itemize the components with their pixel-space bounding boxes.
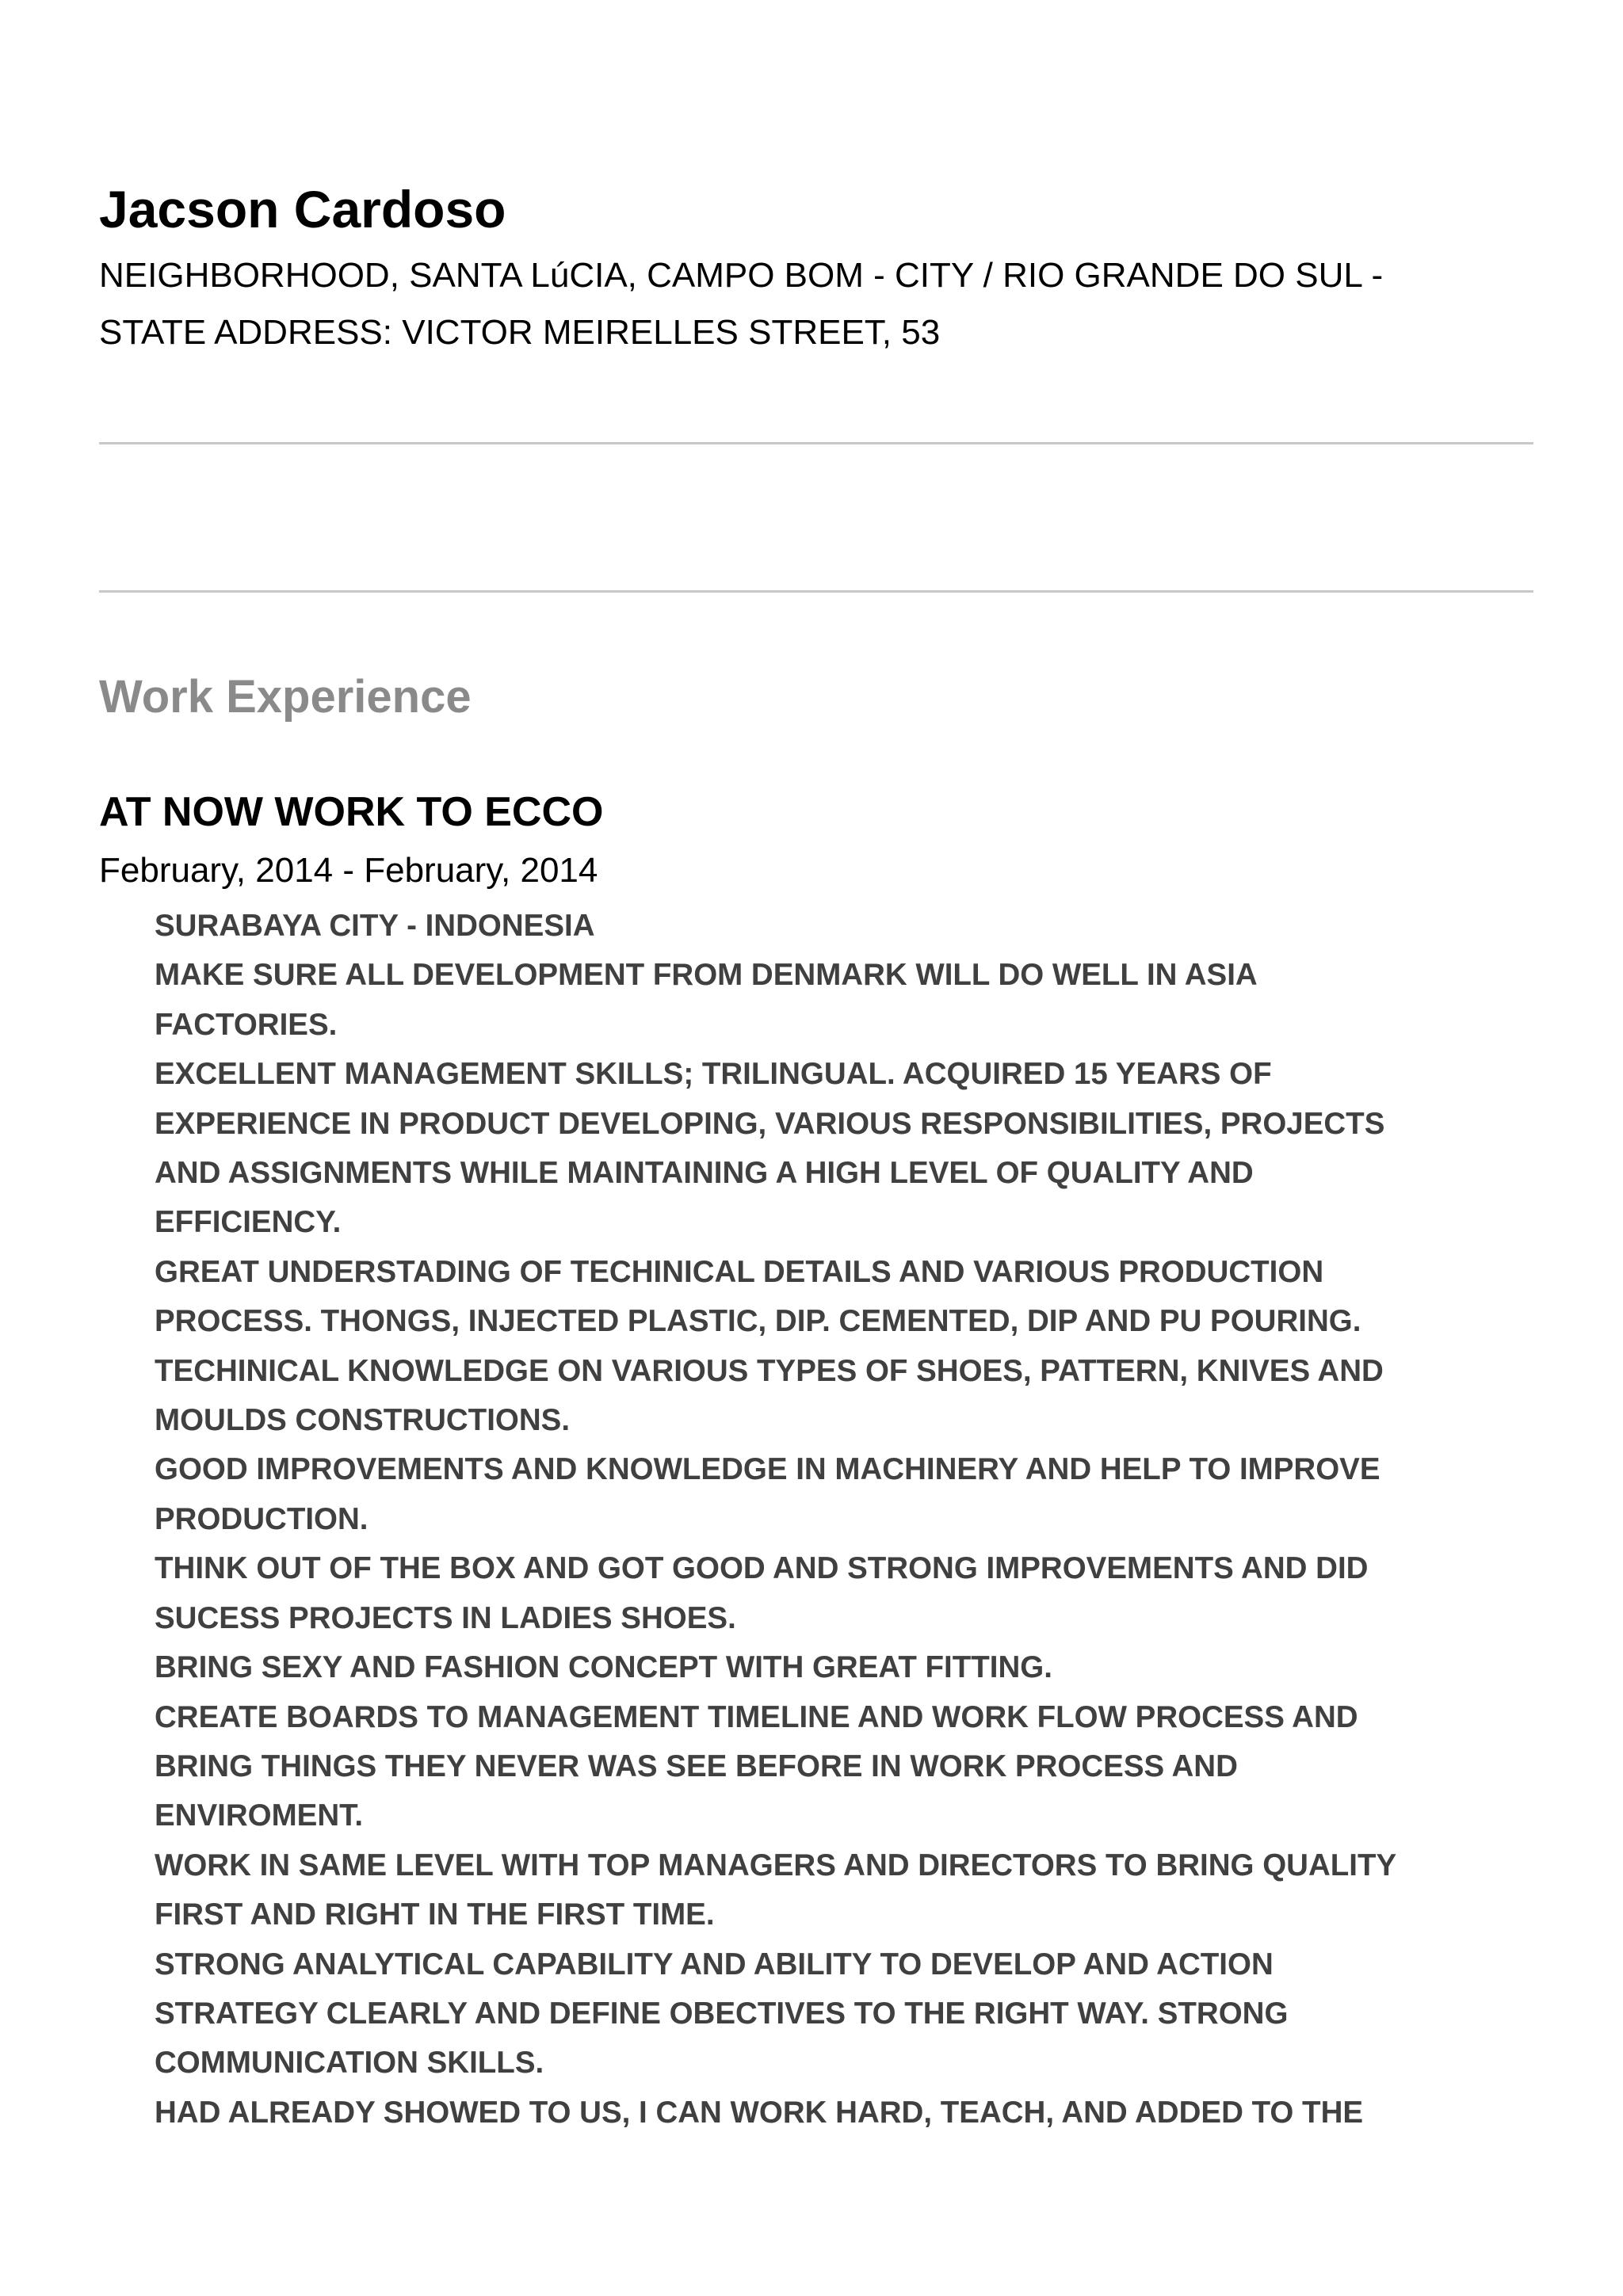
job-description-line: COMMUNICATION SKILLS. [155, 2046, 544, 2081]
job-description-line: GOOD IMPROVEMENTS AND KNOWLEDGE IN MACHINERY AND HELP TO IMPROVE [155, 1452, 1381, 1487]
job-description-line: AND ASSIGNMENTS WHILE MAINTAINING A HIGH LEVEL OF QUALITY AND [155, 1156, 1254, 1191]
job-description-line: EXPERIENCE IN PRODUCT DEVELOPING, VARIOUS RESPONSIBILITIES, PROJECTS [155, 1106, 1385, 1141]
job-description-line: WORK IN SAME LEVEL WITH TOP MANAGERS AND DIRECTORS TO BRING QUALITY [155, 1848, 1397, 1882]
divider [99, 442, 1533, 444]
job-description-line: TECHINICAL KNOWLEDGE ON VARIOUS TYPES OF SHOES, PATTERN, KNIVES AND [155, 1353, 1384, 1388]
job-description-line: BRING THINGS THEY NEVER WAS SEE BEFORE IN WORK PROCESS AND [155, 1749, 1238, 1783]
job-description-line: BRING SEXY AND FASHION CONCEPT WITH GREAT FITTING. [155, 1650, 1052, 1685]
job-description-line: FIRST AND RIGHT IN THE FIRST TIME. [155, 1897, 715, 1932]
job-description-line: MAKE SURE ALL DEVELOPMENT FROM DENMARK WILL DO WELL IN ASIA [155, 958, 1258, 993]
job-description-line: CREATE BOARDS TO MANAGEMENT TIMELINE AND WORK FLOW PROCESS AND [155, 1699, 1358, 1734]
job-description-line: PRODUCTION. [155, 1501, 369, 1536]
address-block [99, 247, 1526, 361]
job-description-line: SUCESS PROJECTS IN LADIES SHOES. [155, 1600, 736, 1635]
job-description-line: EFFICIENCY. [155, 1205, 342, 1240]
section-title-work-experience: Work Experience [99, 671, 472, 723]
job-description-line: HAD ALREADY SHOWED TO US, I CAN WORK HARD, TEACH, AND ADDED TO THE [155, 2095, 1364, 2130]
job-title: AT NOW WORK TO ECCO [99, 789, 604, 835]
divider [99, 590, 1533, 593]
job-description-line: MOULDS CONSTRUCTIONS. [155, 1403, 571, 1438]
address-line: STATE ADDRESS: VICTOR MEIRELLES STREET, 53 [99, 313, 941, 352]
job-description-line: EXCELLENT MANAGEMENT SKILLS; TRILINGUAL. ACQUIRED 15 YEARS OF [155, 1057, 1272, 1092]
job-description-line: SURABAYA CITY - INDONESIA [155, 909, 595, 943]
job-description-line: STRONG ANALYTICAL CAPABILITY AND ABILITY TO DEVELOP AND ACTION [155, 1947, 1274, 1981]
candidate-name: Jacson Cardoso [99, 180, 506, 238]
job-description-line: GREAT UNDERSTADING OF TECHINICAL DETAILS AND VARIOUS PRODUCTION [155, 1254, 1324, 1289]
job-description-line: THINK OUT OF THE BOX AND GOT GOOD AND STRONG IMPROVEMENTS AND DID [155, 1551, 1369, 1586]
job-description-line: ENVIROMENT. [155, 1798, 364, 1833]
address-line: NEIGHBORHOOD, SANTA LúCIA, CAMPO BOM - CITY / RIO GRANDE DO SUL - [99, 256, 1384, 295]
job-dates: February, 2014 - February, 2014 [99, 851, 598, 890]
job-description-line: FACTORIES. [155, 1007, 338, 1042]
job-description [155, 902, 1526, 2138]
job-description-line: STRATEGY CLEARLY AND DEFINE OBECTIVES TO THE RIGHT WAY. STRONG [155, 1996, 1289, 2031]
job-description-line: PROCESS. THONGS, INJECTED PLASTIC, DIP. CEMENTED, DIP AND PU POURING. [155, 1304, 1361, 1339]
